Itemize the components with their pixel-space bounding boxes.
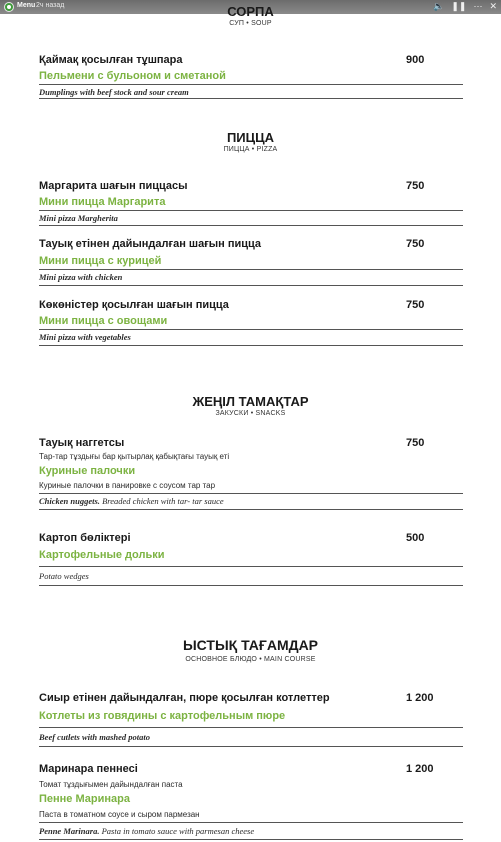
dish-price: 1 200 bbox=[406, 692, 434, 704]
dish-price: 1 200 bbox=[406, 763, 434, 775]
item-divider bbox=[39, 225, 463, 226]
dish-name-en: Dumplings with beef stock and sour cream bbox=[39, 87, 189, 97]
dish-name-en bbox=[39, 826, 254, 836]
more-icon[interactable]: ⋯ bbox=[473, 1, 483, 11]
dish-name-ru: Картофельные дольки bbox=[39, 549, 165, 561]
dish-description-ru: Куриные палочки в панировке с соусом тар тар bbox=[39, 481, 216, 490]
post-time: 2ч назад bbox=[36, 2, 65, 9]
section-title-snacks: ЖЕҢІЛ ТАМАҚТАР bbox=[192, 394, 309, 409]
dish-name-en: Beef cutlets with mashed potato bbox=[39, 732, 150, 742]
dish-name-kz: Маргарита шағын пиццасы bbox=[39, 180, 188, 192]
dish-name-ru: Куриные палочки bbox=[39, 465, 136, 477]
dish-name-kz: Тауық етінен дайындалған шағын пицца bbox=[39, 238, 262, 250]
dish-name-en bbox=[39, 571, 89, 581]
item-divider bbox=[39, 345, 463, 346]
item-divider bbox=[39, 329, 463, 330]
item-divider bbox=[39, 566, 463, 567]
item-divider bbox=[39, 493, 463, 494]
dish-price: 750 bbox=[406, 299, 425, 311]
item-divider bbox=[39, 822, 463, 823]
close-icon[interactable]: ✕ bbox=[489, 1, 497, 11]
dish-name-en-title: Chicken nuggets. bbox=[39, 496, 100, 506]
item-divider bbox=[39, 746, 463, 747]
section-subtitle-soup: СУП • SOUP bbox=[229, 20, 272, 27]
item-divider bbox=[39, 285, 463, 286]
dish-price: 750 bbox=[406, 180, 425, 192]
item-divider bbox=[39, 98, 463, 99]
dish-name-en: Mini pizza with vegetables bbox=[39, 332, 131, 342]
section-subtitle-pizza: ПИЦЦА • PIZZA bbox=[223, 146, 278, 153]
dish-name-ru: Пенне Маринара bbox=[39, 793, 130, 805]
dish-name-kz: Қаймақ қосылған тұшпара bbox=[39, 54, 183, 66]
section-title-soup: СОРПА bbox=[227, 4, 274, 19]
dish-description-ru: Паста в томатном соусе и сыром пармезан bbox=[39, 810, 200, 819]
item-divider bbox=[39, 210, 463, 211]
section-subtitle-snacks: ЗАКУСКИ • SNACKS bbox=[215, 410, 286, 417]
dish-name-kz: Картоп бөліктері bbox=[39, 532, 131, 544]
volume-icon[interactable]: 🔈 bbox=[433, 1, 445, 11]
item-divider bbox=[39, 269, 463, 270]
dish-name-kz: Сиыр етінен дайындалған, пюре қосылған котлеттер bbox=[39, 692, 330, 704]
dish-price: 500 bbox=[406, 532, 425, 544]
dish-description-en: Breaded chicken with tar- tar sauce bbox=[102, 496, 224, 506]
dish-name-en: Mini pizza with chicken bbox=[39, 272, 123, 282]
dish-price: 750 bbox=[406, 238, 425, 250]
account-name[interactable]: Menu bbox=[17, 2, 36, 9]
dish-description-en: Pasta in tomato sauce with parmesan cheese bbox=[101, 826, 255, 836]
dish-name-ru: Мини пицца с овощами bbox=[39, 315, 168, 327]
item-divider bbox=[39, 585, 463, 586]
dish-name-ru: Мини пицца с курицей bbox=[39, 255, 162, 267]
item-divider bbox=[39, 509, 463, 510]
dish-name-ru: Пельмени с бульоном и сметаной bbox=[39, 70, 226, 82]
dish-name-kz: Тауық наггетсы bbox=[39, 437, 125, 449]
section-title-pizza: ПИЦЦА bbox=[226, 130, 275, 145]
section-title-main-course: ЫСТЫҚ ТАҒАМДАР bbox=[182, 637, 319, 653]
dish-name-en-title: Penne Marinara. bbox=[39, 826, 100, 836]
pause-icon[interactable]: ❚❚ bbox=[451, 1, 467, 11]
dish-description-kz: Тар-тар тұздығы бар қытырлақ қабықтағы тауық еті bbox=[39, 452, 230, 461]
dish-name-en: Mini pizza Margherita bbox=[39, 213, 118, 223]
item-divider bbox=[39, 839, 463, 840]
dish-description-kz: Томат тұздығымен дайындалған паста bbox=[39, 780, 183, 789]
dish-name-kz: Көкөністер қосылған шағын пицца bbox=[39, 299, 229, 311]
dish-name-kz: Маринара пеннесі bbox=[39, 763, 138, 775]
dish-price: 750 bbox=[406, 437, 425, 449]
dish-name-en-title: Potato wedges bbox=[39, 571, 89, 581]
dish-name-en bbox=[39, 496, 224, 506]
dish-price: 900 bbox=[406, 54, 425, 66]
dish-name-ru: Мини пицца Маргарита bbox=[39, 196, 166, 208]
item-divider bbox=[39, 84, 463, 85]
item-divider bbox=[39, 727, 463, 728]
section-subtitle-main-course: ОСНОВНОЕ БЛЮДО • MAIN COURSE bbox=[185, 656, 316, 663]
dish-name-ru: Котлеты из говядины с картофельным пюре bbox=[39, 710, 286, 722]
